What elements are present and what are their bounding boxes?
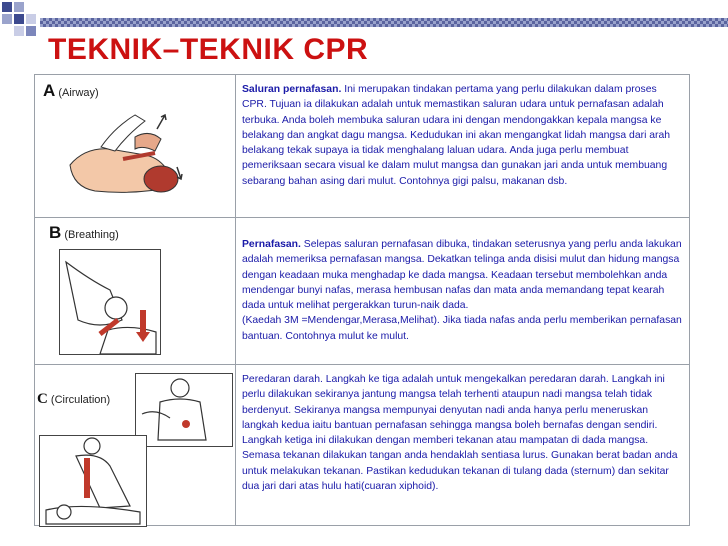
breathing-letter: B [49, 223, 62, 242]
airway-illustration [65, 107, 185, 199]
column-divider [235, 75, 236, 525]
circulation-label [37, 391, 110, 408]
circulation-illustration-upper [135, 373, 233, 447]
circulation-illustration-lower [39, 435, 147, 527]
breathing-label [49, 223, 119, 243]
airway-heading: Saluran pernafasan. [242, 84, 342, 95]
circulation-description: Peredaran darah. Langkah ke tiga adalah untuk mengekalkan peredaran darah. Langkah ini perlu dilakukan sekiranya jantung mangsa telah terhenti ataupun nadi mangsa telah tidak berdenyut. Sekiranya mangsa mempunyai denyutan nadi anda hanya perlu meneruskan langkah kedua iaitu bantuan pernafasan sehingga mangsa boleh bernafas dengan sendiri. Langkah ketiga ini dilakukan dengan memberi tekanan atau mampatan di dada mangsa. Semasa tekanan dilakukan tangan anda hendaklah sentiasa lurus. Gunakan berat badan anda untuk melakukan tekanan. Pastikan kedudukan tekanan di tulang dada (sternum) dan sekitar dua jari dari atas hulu hati(cuaran xiphoid). [242, 374, 678, 493]
breathing-name: (Breathing) [64, 229, 119, 241]
breathing-text-2: (Kaedah 3M =Mendengar,Merasa,Melihat). Jika tiada nafas anda perlu memberikan pernafasan bantuan. Contohnya mulut ke mulut. [242, 315, 682, 342]
circulation-letter: C [37, 391, 48, 407]
row-divider [35, 364, 689, 365]
airway-name: (Airway) [58, 87, 99, 99]
breathing-description [242, 237, 682, 344]
breathing-illustration [59, 249, 161, 355]
page-title: TEKNIK–TEKNIK CPR [48, 33, 369, 66]
row-divider [35, 217, 689, 218]
airway-letter: A [43, 81, 56, 100]
title-bar-pattern [40, 18, 728, 27]
airway-description [242, 82, 682, 189]
circulation-name: (Circulation) [50, 394, 111, 406]
breathing-text: Selepas saluran pernafasan dibuka, tindakan seterusnya yang perlu anda lakukan adalah memeriksa pernafasan mangsa. Dekatkan telinga anda disisi mulut dan hidung mangsa dengan keadaan muka menghadap ke dada mangsa. Keadaan tersebut membolehkan anda mendengar bunyi nafas, merasa hembusan nafas dan mata anda memandang tepat kearah dada untuk melihat pergerakkan turun-naik dada. [242, 239, 682, 312]
airway-text: Ini merupakan tindakan pertama yang perlu dilakukan dalam proses CPR. Tujuan ia dilakukan adalah untuk memastikan saluran udara untuk pernafasan adalah terbuka. Anda boleh membuka saluran udara ini dengan mendongakkan kepala mangsa ke belakang dan angkat dagu mangsa. Kedudukan ini akan mengangkat lidah mangsa dari arah belakang tekak supaya ia tidak menghalang laluan udara. Anda juga perlu membuat pemeriksaan secara visual ke dalam mulut mangsa dan gunakan jari anda untuk membuang sebarang bahan asing dari mulut. Contohnya gigi palsu, makanan dsb. [242, 84, 671, 187]
breathing-heading: Pernafasan. [242, 239, 301, 250]
airway-label [43, 81, 99, 101]
cpr-table [34, 74, 690, 526]
